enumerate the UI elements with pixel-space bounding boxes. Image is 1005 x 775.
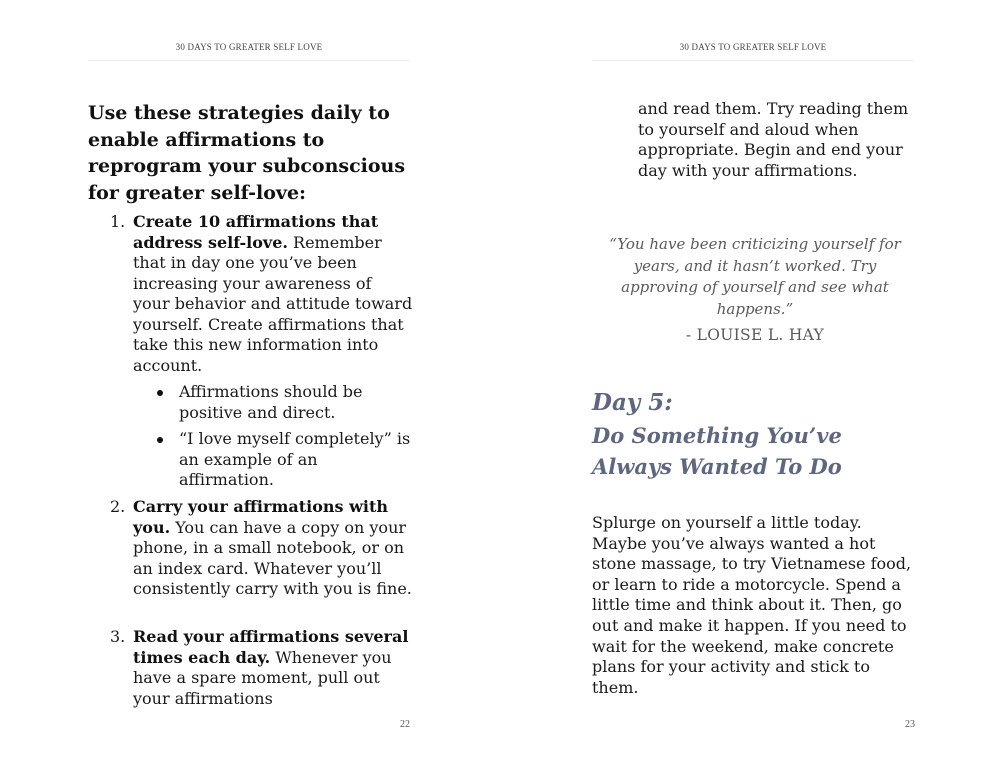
bullet-text: Affirmations should be positive and direct. (179, 382, 363, 422)
right-page (503, 0, 1005, 775)
item-text (133, 627, 413, 709)
bullet-text: “I love myself completely” is an example of an affirmation. (179, 429, 411, 489)
item-number: 1. (110, 212, 126, 231)
left-page (0, 0, 502, 775)
page-number: 22 (400, 719, 410, 730)
day-body-paragraph: Splurge on yourself a little today. Maybe you’ve always wanted a hot stone massage, to try Vietnamese food, or learn to ride a motorcycle. Spend a little time and think about it. Then, go out and make it happen. If you need to wait for the weekend, make concrete plans for your activity and stick to them. (592, 513, 912, 697)
running-head: 30 DAYS TO GREATER SELF LOVE (679, 42, 827, 52)
day-label: Day 5: (592, 389, 673, 416)
page-number: 23 (905, 719, 915, 730)
header-divider (88, 60, 410, 61)
item-body: Whenever you have a spare moment, pull out your affirmations (133, 647, 392, 708)
day-title: Do Something You’ve Always Wanted To Do (592, 423, 842, 479)
pull-quote: “You have been criticizing yourself for years, and it hasn’t worked. Try approving of yourself and see what happens.” (609, 235, 901, 318)
header-divider (592, 60, 914, 61)
bullet-item (157, 429, 412, 491)
item-body: Remember that in day one you’ve been increasing your awareness of your behavior and attitude toward yourself. Create affirmations that take this new information into account. (133, 232, 413, 375)
item-text (133, 212, 413, 376)
item-body: You can have a copy on your phone, in a small notebook, or on an index card. Whatever you’ll consistently carry with you is fine. (133, 517, 412, 598)
bullet-dot-icon (157, 437, 163, 443)
item-bold-lead: Read your affirmations several times each day. (133, 627, 409, 667)
bullet-dot-icon (157, 390, 163, 396)
quote-attribution: - LOUISE L. HAY (685, 326, 825, 344)
bullet-item (157, 382, 412, 423)
bullet-list (157, 382, 412, 497)
item-number: 2. (110, 497, 126, 516)
running-head: 30 DAYS TO GREATER SELF LOVE (175, 42, 323, 52)
item-bold-lead: Carry your affirmations with you. (133, 497, 388, 537)
item-number: 3. (110, 627, 126, 646)
section-heading: Use these strategies daily to enable affirmations to reprogram your subconscious for greater self-love: (88, 102, 406, 204)
item-text (133, 497, 413, 600)
continued-paragraph: and read them. Try reading them to yourself and aloud when appropriate. Begin and end your day with your affirmations. (638, 99, 909, 180)
item-bold-lead: Create 10 affirmations that address self-love. (133, 212, 379, 252)
